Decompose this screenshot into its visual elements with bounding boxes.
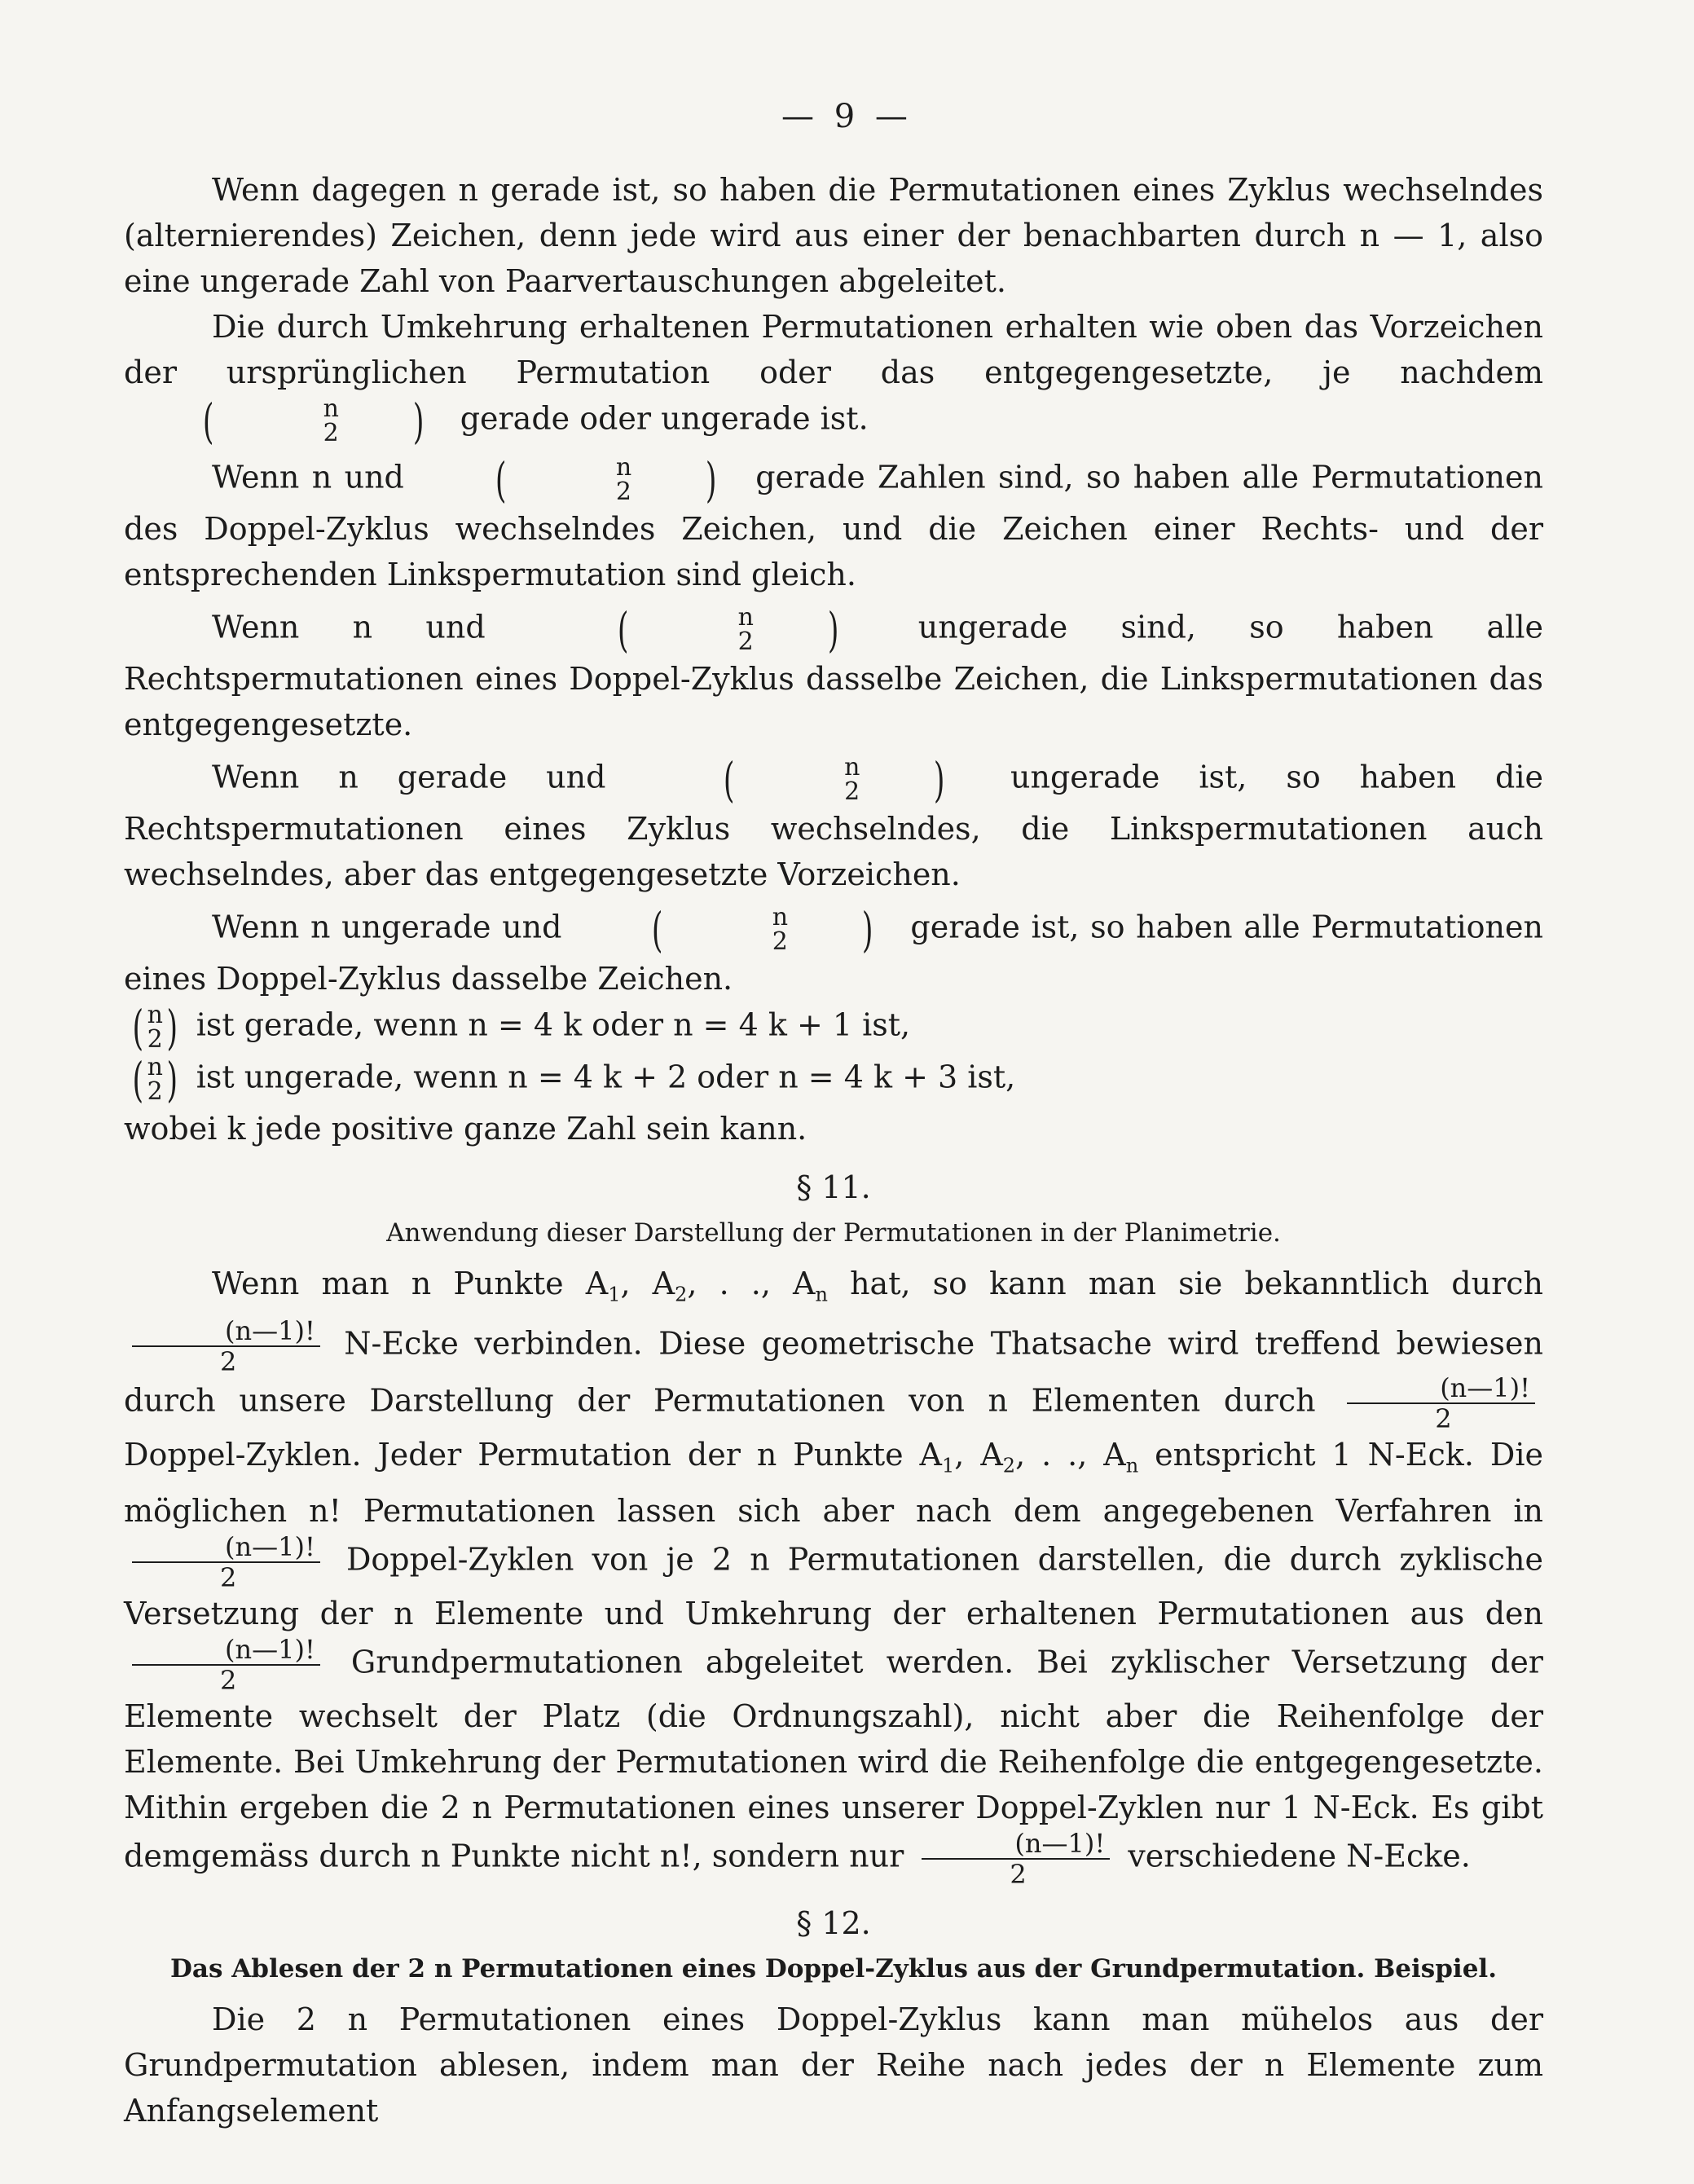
- formula-even: [124, 1002, 1543, 1054]
- p8-text-b: , A: [620, 1266, 675, 1301]
- formula-odd-text: ist ungerade, wenn n = 4 k + 2 oder n = 4 k + 3 ist,: [196, 1059, 1016, 1095]
- binom-bottom: 2: [147, 1077, 163, 1106]
- fraction-denominator: 2: [1010, 1859, 1027, 1891]
- binom-top: n: [772, 903, 789, 931]
- formula-odd: [124, 1054, 1543, 1106]
- p8-text-c: , . ., A: [687, 1266, 816, 1301]
- paragraph-5-text-a: Wenn n gerade und: [212, 759, 606, 795]
- binom-top: n: [844, 753, 860, 782]
- binom-bottom: 2: [147, 1025, 163, 1054]
- binom-bottom: 2: [844, 777, 860, 806]
- p8-text-i: entspricht 1 N-Eck. Die möglichen n! Permutationen lassen sich aber nach dem angegebenen Verfahren in: [124, 1436, 1543, 1530]
- binom-top: n: [147, 1001, 163, 1029]
- p8-text-h: , . ., A: [1015, 1436, 1126, 1473]
- subscript-n: n: [815, 1283, 828, 1306]
- fraction-numerator: (n—1)!: [132, 1636, 320, 1666]
- p8-text-k: Grundpermutationen abgeleitet werden. Bei zyklischer Versetzung der Elemente wechselt der Platz (die Ordnungszahl), nicht aber die Reihenfolge der Elemente. Bei Umkehrung der Permutationen wird die Reihenfolge die entgegengesetzte. Mithin ergeben die 2 n Permutationen eines unserer Doppel-Zyklen nur 1 N-Eck. Es gibt demgemäss durch n Punkte nicht n!, sondern nur: [124, 1644, 1543, 1874]
- binomial-n-over-2: ( n 2 ): [495, 452, 717, 508]
- p8-text-j: Doppel-Zyklen von je 2 n Permutationen darstellen, die durch zyklische Versetzung der n Elemente und Umkehrung der erhaltenen Permutationen aus den: [124, 1541, 1543, 1632]
- p8-text-a: Wenn man n Punkte A: [212, 1266, 609, 1301]
- paragraph-8: [124, 1261, 1543, 1891]
- paragraph-9: Die 2 n Permutationen eines Doppel-Zyklus kann man mühelos aus der Grundpermutation ablesen, indem man der Reihe nach jedes der n Elemente zum Anfangselement: [124, 2001, 1543, 2129]
- subscript-1: 1: [608, 1283, 621, 1306]
- binomial-n-over-2: ( n 2 ): [132, 1000, 178, 1055]
- binom-bottom: 2: [772, 927, 788, 956]
- binom-bottom: 2: [615, 478, 631, 506]
- section-11-heading: § 11.: [796, 1169, 871, 1205]
- fraction-n-minus-1-factorial-over-2: [132, 1634, 320, 1697]
- subscript-2: 2: [1002, 1454, 1016, 1477]
- paragraph-6-text-a: Wenn n ungerade und: [212, 909, 562, 945]
- p8-text-l: verschiedene N-Ecke.: [1128, 1838, 1471, 1874]
- paragraph-6: [124, 904, 1543, 1002]
- page-number: — 9 —: [781, 98, 913, 135]
- fraction-n-minus-1-factorial-over-2: [922, 1828, 1110, 1891]
- p8-text-e: N-Ecke verbinden. Diese geometrische Thatsache wird treffend bewiesen durch unsere Darstellung der Permutationen von n Elementen durch: [124, 1325, 1543, 1419]
- fraction-denominator: 2: [220, 1345, 237, 1377]
- fraction-numerator: (n—1)!: [132, 1318, 320, 1347]
- paragraph-2-text-b: gerade oder ungerade ist.: [460, 400, 869, 437]
- paragraph-3-text-a: Wenn n und: [212, 459, 404, 495]
- paragraph-3: [124, 454, 1543, 597]
- paragraph-6-text-b: gerade ist, so haben alle Permutationen eines Doppel-Zyklus dasselbe Zeichen.: [124, 909, 1543, 997]
- binomial-n-over-2: ( n 2 ): [132, 1052, 178, 1107]
- binomial-n-over-2: ( n 2 ): [617, 602, 839, 658]
- paragraph-5: [124, 754, 1543, 897]
- subscript-2: 2: [675, 1283, 688, 1306]
- binomial-n-over-2: ( n 2 ): [724, 752, 945, 808]
- body-text: [124, 167, 1543, 2133]
- fraction-n-minus-1-factorial-over-2: [132, 1531, 320, 1594]
- fraction-n-minus-1-factorial-over-2: [1347, 1372, 1535, 1434]
- paragraph-4-text-a: Wenn n und: [212, 609, 486, 645]
- binom-top: n: [147, 1053, 163, 1081]
- paragraph-4: [124, 604, 1543, 747]
- binomial-n-over-2: ( n 2 ): [202, 394, 425, 449]
- fraction-numerator: (n—1)!: [1347, 1375, 1535, 1404]
- binom-top: n: [323, 394, 339, 423]
- binomial-n-over-2: ( n 2 ): [652, 902, 873, 958]
- paragraph-4-text-b: ungerade sind, so haben alle Rechtspermutationen eines Doppel-Zyklus dasselbe Zeichen, die Linkspermutationen das entgegengesetzte.: [124, 609, 1543, 742]
- fraction-denominator: 2: [220, 1665, 237, 1697]
- fraction-numerator: (n—1)!: [922, 1830, 1110, 1860]
- paragraph-5-text-b: ungerade ist, so haben die Rechtspermutationen eines Zyklus wechselndes, die Linkspermutationen auch wechselndes, aber das entgegengesetzte Vorzeichen.: [124, 759, 1543, 892]
- p8-text-f: Doppel-Zyklen. Jeder Permutation der n Punkte A: [124, 1436, 942, 1473]
- paragraph-2-text-a: Die durch Umkehrung erhaltenen Permutationen erhalten wie oben das Vorzeichen der ursprünglichen Permutation oder das entgegengesetzte, je nachdem: [124, 309, 1543, 390]
- p8-text-d: hat, so kann man sie bekanntlich durch: [850, 1266, 1543, 1301]
- binom-top: n: [737, 603, 754, 632]
- subscript-1: 1: [942, 1454, 955, 1477]
- binom-bottom: 2: [737, 627, 754, 656]
- fraction-numerator: (n—1)!: [132, 1534, 320, 1563]
- section-12-title: Das Ablesen der 2 n Permutationen eines Doppel-Zyklus aus der Grundpermutation. Beispiel.: [170, 1954, 1497, 1984]
- section-11-title: Anwendung dieser Darstellung der Permutationen in der Planimetrie.: [386, 1218, 1281, 1248]
- p8-text-g: , A: [954, 1436, 1003, 1473]
- fraction-n-minus-1-factorial-over-2: [132, 1314, 320, 1377]
- paragraph-7: wobei k jede positive ganze Zahl sein kann.: [124, 1111, 807, 1147]
- paragraph-1: Wenn dagegen n gerade ist, so haben die Permutationen eines Zyklus wechselndes (alternierendes) Zeichen, denn jede wird aus einer der benachbarten durch n — 1, also eine ungerade Zahl von Paarvertauschungen abgeleitet.: [124, 172, 1543, 299]
- section-12-heading: § 12.: [796, 1905, 871, 1942]
- paragraph-2: [124, 304, 1543, 447]
- binom-bottom: 2: [323, 419, 339, 447]
- binom-top: n: [615, 453, 632, 482]
- subscript-n: n: [1125, 1454, 1139, 1477]
- paragraph-3-text-b: gerade Zahlen sind, so haben alle Permutationen des Doppel-Zyklus wechselndes Zeichen, und die Zeichen einer Rechts- und der entsprechenden Linkspermutation sind gleich.: [124, 459, 1543, 592]
- fraction-denominator: 2: [1435, 1402, 1452, 1434]
- formula-even-text: ist gerade, wenn n = 4 k oder n = 4 k + 1 ist,: [196, 1006, 911, 1043]
- fraction-denominator: 2: [220, 1562, 237, 1594]
